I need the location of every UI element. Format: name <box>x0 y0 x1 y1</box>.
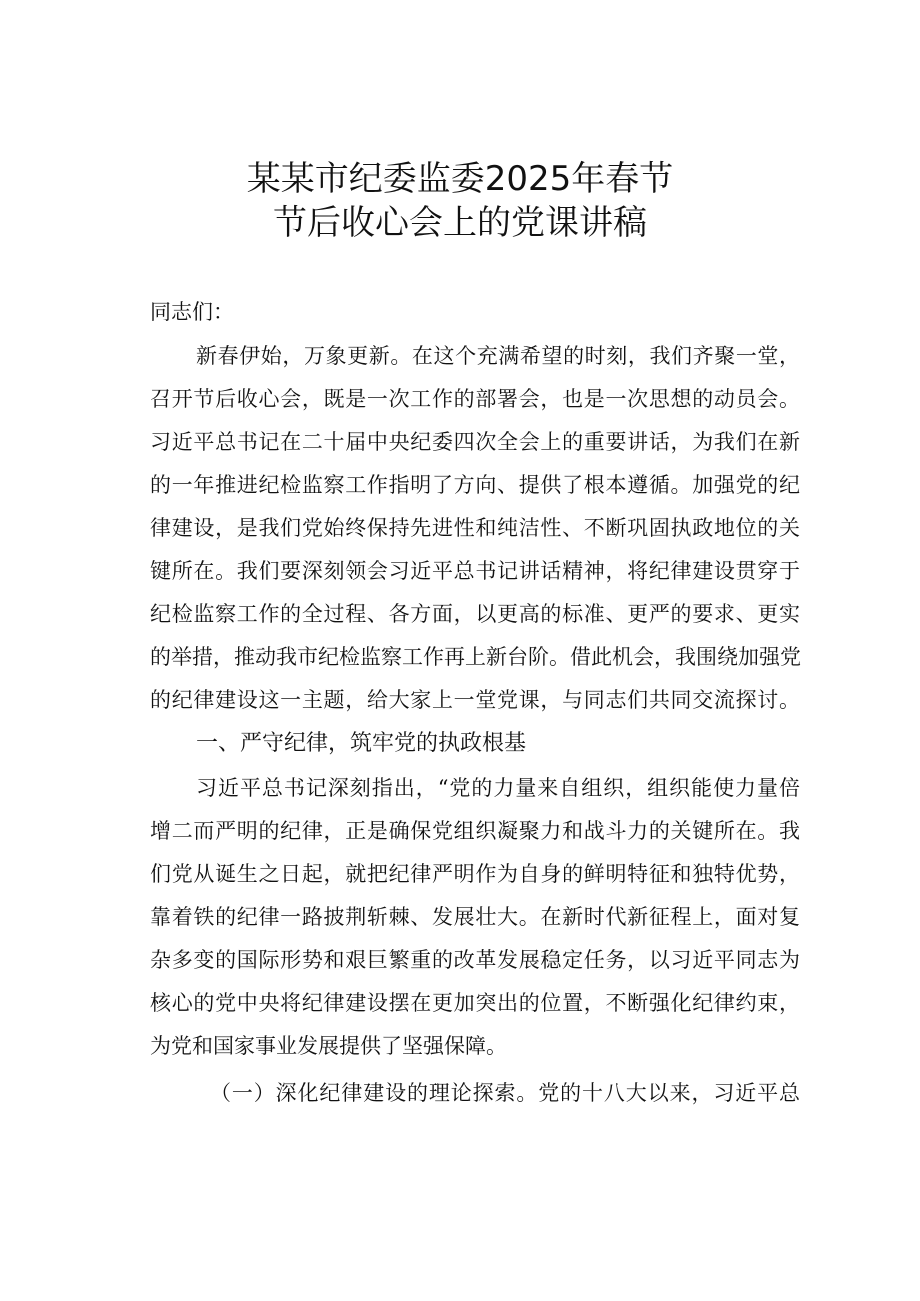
section-heading-1: 一、严守纪律，筑牢党的执政根基 <box>196 731 527 756</box>
paragraph-2-line: 为党和国家事业发展提供了坚强保障。 <box>150 1034 507 1058</box>
paragraph-1-line: 纪检监察工作的全过程、各方面，以更高的标准、更严的要求、更实 <box>150 602 800 626</box>
document-title-line-2: 节后收心会上的党课讲稿 <box>273 203 647 243</box>
paragraph-1-line: 召开节后收心会，既是一次工作的部署会，也是一次思想的动员会。 <box>150 387 800 411</box>
paragraph-2-line: 杂多变的国际形势和艰巨繁重的改革发展稳定任务，以习近平同志为 <box>150 948 800 972</box>
paragraph-2-line: 靠着铁的纪律一路披荆斩棘、发展壮大。在新时代新征程上，面对复 <box>150 905 800 929</box>
paragraph-3-line: （一）深化纪律建设的理论探索。党的十八大以来，习近平总 <box>210 1081 800 1105</box>
paragraph-1-line: 键所在。我们要深刻领会习近平总书记讲话精神，将纪律建设贯穿于 <box>150 559 800 583</box>
paragraph-1-line: 的一年推进纪检监察工作指明了方向、提供了根本遵循。加强党的纪 <box>150 473 800 497</box>
paragraph-2-line: 们党从诞生之日起，就把纪律严明作为自身的鲜明特征和独特优势， <box>150 862 800 886</box>
paragraph-1-line: 习近平总书记在二十届中央纪委四次全会上的重要讲话，为我们在新 <box>150 430 800 454</box>
paragraph-2-line: 增二而严明的纪律，正是确保党组织凝聚力和战斗力的关键所在。我 <box>150 819 800 843</box>
document-title-line-1: 某某市纪委监委2025年春节 <box>246 159 674 199</box>
paragraph-2-line: 核心的党中央将纪律建设摆在更加突出的位置，不断强化纪律约束， <box>150 991 800 1015</box>
paragraph-2-line: 习近平总书记深刻指出，“党的力量来自组织，组织能使力量倍 <box>196 776 800 800</box>
paragraph-1-line: 新春伊始，万象更新。在这个充满希望的时刻，我们齐聚一堂， <box>196 344 800 368</box>
paragraph-1-line: 的纪律建设这一主题，给大家上一堂党课，与同志们共同交流探讨。 <box>150 688 800 712</box>
paragraph-1-line: 律建设，是我们党始终保持先进性和纯洁性、不断巩固执政地位的关 <box>150 516 800 540</box>
paragraph-1-line: 的举措，推动我市纪检监察工作再上新台阶。借此机会，我围绕加强党 <box>150 645 801 669</box>
salutation: 同志们： <box>150 300 234 324</box>
